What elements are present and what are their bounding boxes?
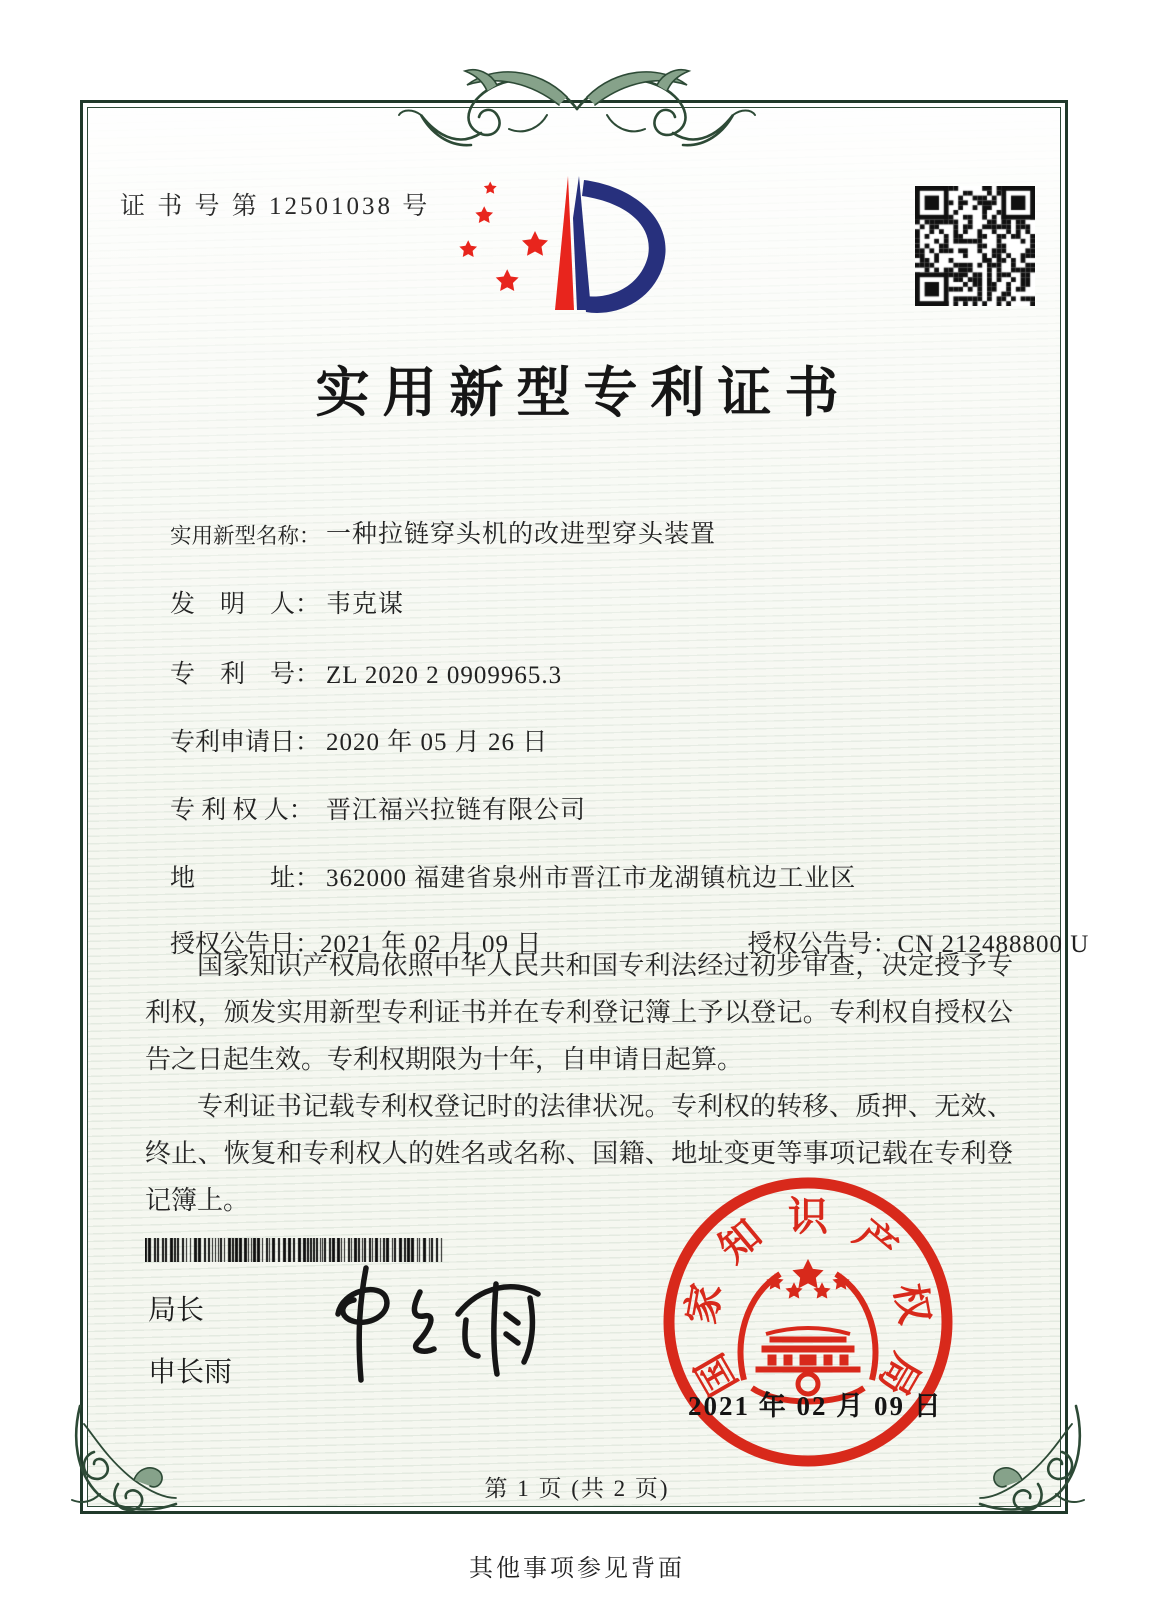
field-label: 实用新型名称：: [170, 524, 321, 548]
certificate-title: 实用新型专利证书: [315, 363, 852, 423]
field-value: ZL 2020 2 0909965.3: [326, 662, 563, 689]
back-side-note: 其他事项参见背面: [469, 1556, 685, 1582]
qr-code: [915, 186, 1035, 306]
field-label: 专 利 号：: [170, 661, 321, 688]
field-label: 地 址：: [170, 865, 321, 892]
seal-ring-char: 局: [869, 1346, 929, 1404]
director-signature-icon: [300, 1252, 570, 1392]
seal-ring-char: 家: [678, 1280, 730, 1328]
cnipa-red-seal: [658, 1172, 958, 1472]
field-value: 韦克谋: [326, 591, 405, 618]
field-value: 一种拉链穿头机的改进型穿头装置: [326, 521, 717, 548]
field-value: 晋江福兴拉链有限公司: [326, 797, 587, 824]
seal-date: 2021 年 02 月 09 日: [688, 1391, 943, 1421]
legal-paragraph-2: 专利证书记载专利权登记时的法律状况。专利权的转移、质押、无效、终止、恢复和专利权人的姓名或名称、国籍、地址变更等事项记载在专利登记簿上。: [145, 1092, 1013, 1215]
page-number: 第 1 页 (共 2 页): [484, 1476, 670, 1501]
field-value: 2020 年 05 月 26 日: [326, 729, 549, 756]
field-label: 专利申请日：: [170, 729, 321, 756]
certificate-number: 证 书 号 第 12501038 号: [120, 193, 431, 220]
grant-number-value: CN 212488800 U: [897, 931, 1090, 958]
grant-date-value: 2021 年 02 月 09 日: [320, 931, 543, 958]
seal-ring-char: 知: [710, 1211, 770, 1272]
seal-ring-char: 产: [846, 1211, 906, 1272]
grant-number-label: 授权公告号：: [747, 931, 898, 958]
cnipa-logo-icon: [458, 168, 693, 313]
field-value: 362000 福建省泉州市晋江市龙湖镇杭边工业区: [326, 865, 857, 892]
director-title: 局长: [148, 1294, 205, 1325]
grant-date-label: 授权公告日：: [170, 931, 321, 958]
field-label: 专 利 权 人：: [170, 797, 314, 824]
director-name: 申长雨: [148, 1356, 233, 1387]
national-emblem-icon: [741, 1260, 876, 1402]
director-block: [148, 1288, 232, 1390]
legal-paragraph-1: 国家知识产权局依照中华人民共和国专利法经过初步审查，决定授予专利权，颁发实用新型专利证书并在专利登记簿上予以登记。专利权自授权公告之日起生效。专利权期限为十年，自申请日起算。: [145, 951, 1013, 1074]
seal-ring-char: 权: [886, 1280, 938, 1328]
seal-ring-char: 识: [788, 1194, 828, 1239]
seal-ring-char: 国: [687, 1346, 747, 1404]
border-ornament-top-icon: [397, 53, 757, 153]
field-label: 发 明 人：: [170, 591, 321, 618]
